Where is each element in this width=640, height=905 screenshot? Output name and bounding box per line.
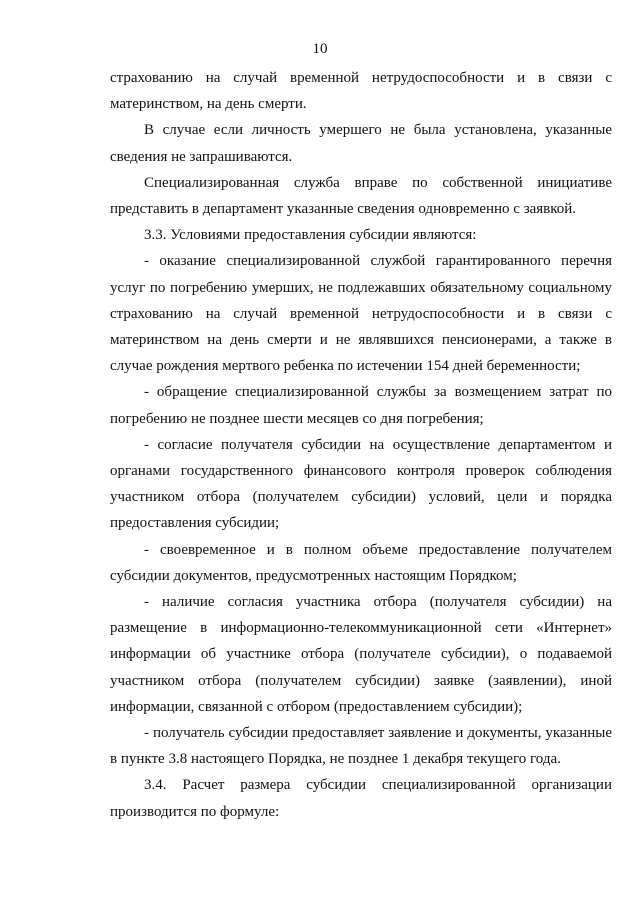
list-item-condition-6: - получатель субсидии предоставляет заявление и документы, указанные в пункте 3.8 настоящего Порядка, не позднее 1 декабря текущего года. [110,725,612,768]
page-number: 10 [312,41,328,57]
paragraph-own-initiative: Специализированная служба вправе по собственной инициативе представить в департамент указанные сведения одновременно с заявкой. [110,174,612,218]
list-item-condition-1: - оказание специализированной службой гарантированного перечня услуг по погребению умерших, не подлежавших обязательному социальному страхованию на случай временной нетрудоспособности и в связи с материнством на день смерти и не являвшихся пенсионерами, а также в случае рождения мертвого ребенка по истечении 154 дней беременности; [110,253,612,375]
list-item-condition-2: - обращение специализированной службы за возмещением затрат по погребению не позднее шести месяцев со дня погребения; [110,384,612,427]
paragraph-continuation: страхованию на случай временной нетрудоспособности и в связи с материнством, на день смерти. [110,70,612,113]
list-item-condition-4: - своевременное и в полном объеме предоставление получателем субсидии документов, предусмотренных настоящим Порядком; [110,541,612,584]
list-item-condition-5: - наличие согласия участника отбора (получателя субсидии) на размещение в информационно-телекоммуникационной сети «Интернет» информации об участнике отбора (получателе субсидии), о подаваемой участником отбора (получателем субсидии) заявке (заявлении), иной информации, связанной с отбором (предоставлением субсидии); [110,594,612,715]
body-text [110,65,612,825]
paragraph-section-3-3: 3.3. Условиями предоставления субсидии являются: [144,227,477,244]
list-item-condition-3: - согласие получателя субсидии на осуществление департаментом и органами государственного финансового контроля проверок соблюдения участником отбора (получателем субсидии) условий, цели и порядка предоставления субсидии; [110,436,612,532]
paragraph-identity-unknown: В случае если личность умершего не была установлена, указанные сведения не запрашиваются. [110,122,612,165]
paragraph-section-3-4: 3.4. Расчет размера субсидии специализированной организации производится по формуле: [110,777,612,820]
